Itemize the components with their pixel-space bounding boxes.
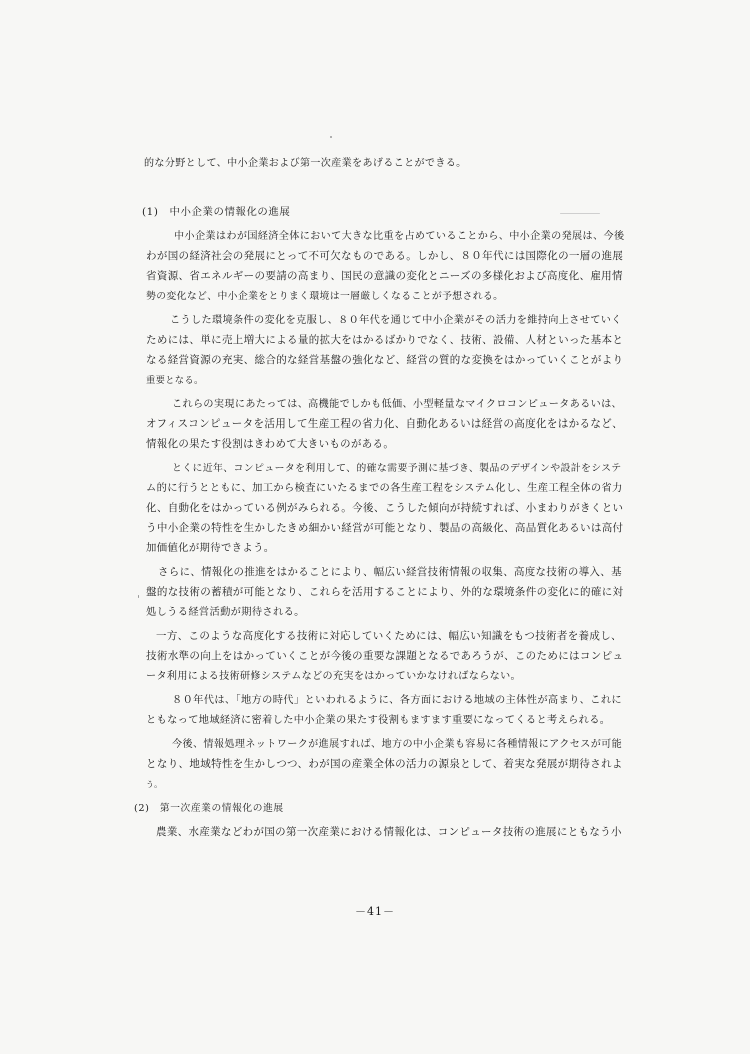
text-line: う。: [146, 780, 163, 789]
text-line: 中小企業はわが国経済全体において大きな比重を占めていることから、中小企業の発展は、今後: [174, 231, 625, 242]
text-line: 農業、水産業などわが国の第一次産業における情報化は、コンピュータ技術の進展にともなう小: [156, 826, 622, 838]
text-line: 加価値化が期待できよう。: [146, 542, 275, 554]
text-line: なる経営資源の充実、総合的な経営基盤の強化など、経営の質的な変換をはかっていくことがより: [146, 354, 624, 366]
text-line: ためには、単に売上増大による量的拡大をはかるばかりでなく、技術、設備、人材といった基本と: [146, 334, 624, 346]
text-line: 化、自動化をはかっている例がみられる。今後、こうした傾向が持続すれば、小まわりがきくとい: [146, 502, 624, 514]
text-line: 省資源、省エネルギーの要請の高まり、国民の意識の変化とニーズの多様化および高度化、雇用情: [146, 270, 623, 282]
text-line: これらの実現にあたっては、高機能でしかも低価、小型軽量なマイクロコンピュータあるいは、: [172, 399, 623, 410]
section-heading: (1) 中小企業の情報化の進展: [142, 206, 291, 218]
text-line: わが国の経済社会の発展にとって不可欠なものである。しかし、８０年代には国際化の一層の進展: [146, 250, 624, 262]
text-line: ともなって地域経済に密着した中小企業の果たす役割もますます重要になってくると考えられる。: [146, 715, 611, 726]
text-line: 今後、情報処理ネットワークが進展すれば、地方の中小企業も容易に各種情報にアクセスが可能: [172, 739, 623, 750]
text-line: う中小企業の特性を生かしたきめ細かい経営が可能となり、製品の高級化、高品質化あるいは高付: [146, 522, 624, 534]
scan-speck: [560, 213, 600, 214]
text-line: 処しうる経営活動が期待される。: [146, 606, 305, 618]
text-line: 勢の変化など、中小企業をとりまく環境は一層厳しくなることが予想される。: [146, 291, 504, 302]
scan-speck: [330, 136, 332, 138]
text-line: 盤的な技術の蓄積が可能となり、これらを活用することにより、外的な環境条件の変化に的確に対: [146, 586, 624, 598]
scan-speck: [138, 595, 139, 598]
page-number: －41－: [355, 905, 395, 918]
section-heading: (2) 第一次産業の情報化の進展: [134, 803, 284, 814]
text-line: ８０年代は、「地方の時代」といわれるように、各方面における地域の主体性が高まり、これに: [172, 694, 623, 706]
text-line: とくに近年、コンピュータを利用して、的確な需要予測に基づき、製品のデザインや設計をシステ: [172, 463, 622, 474]
text-line: こうした環境条件の変化を克服し、８０年代を通じて中小企業がその活力を維持向上させていく: [170, 315, 622, 326]
text-line: となり、地域特性を生かしつつ、わが国の産業全体の活力の源泉として、着実な発展が期待されよ: [146, 758, 623, 770]
text-line: ム的に行うとともに、加工から検査にいたるまでの各生産工程をシステム化し、生産工程全体の省力: [146, 482, 623, 494]
text-line: 一方、このような高度化する技術に対応していくためには、幅広い知識をもつ技術者を養成し、: [156, 630, 622, 642]
text-line: 技術水準の向上をはかっていくことが今後の重要な課題となるであろうが、このためにはコンピュ: [146, 650, 624, 662]
text-line: オフィスコンピュータを活用して生産工程の省力化、自動化あるいは経営の高度化をはかるなど、: [146, 418, 623, 430]
text-line: 的な分野として、中小企業および第一次産業をあげることができる。: [144, 158, 467, 169]
text-line: さらに、情報化の推進をはかることにより、幅広い経営技術情報の収集、高度な技術の導入、基: [158, 566, 622, 578]
text-line: 情報化の果たす役割はきわめて大きいものがある。: [146, 438, 395, 450]
text-line: ータ利用による技術研修システムなどの充実をはかっていかなければならない。: [146, 671, 521, 682]
text-line: 重要となる。: [146, 375, 204, 386]
